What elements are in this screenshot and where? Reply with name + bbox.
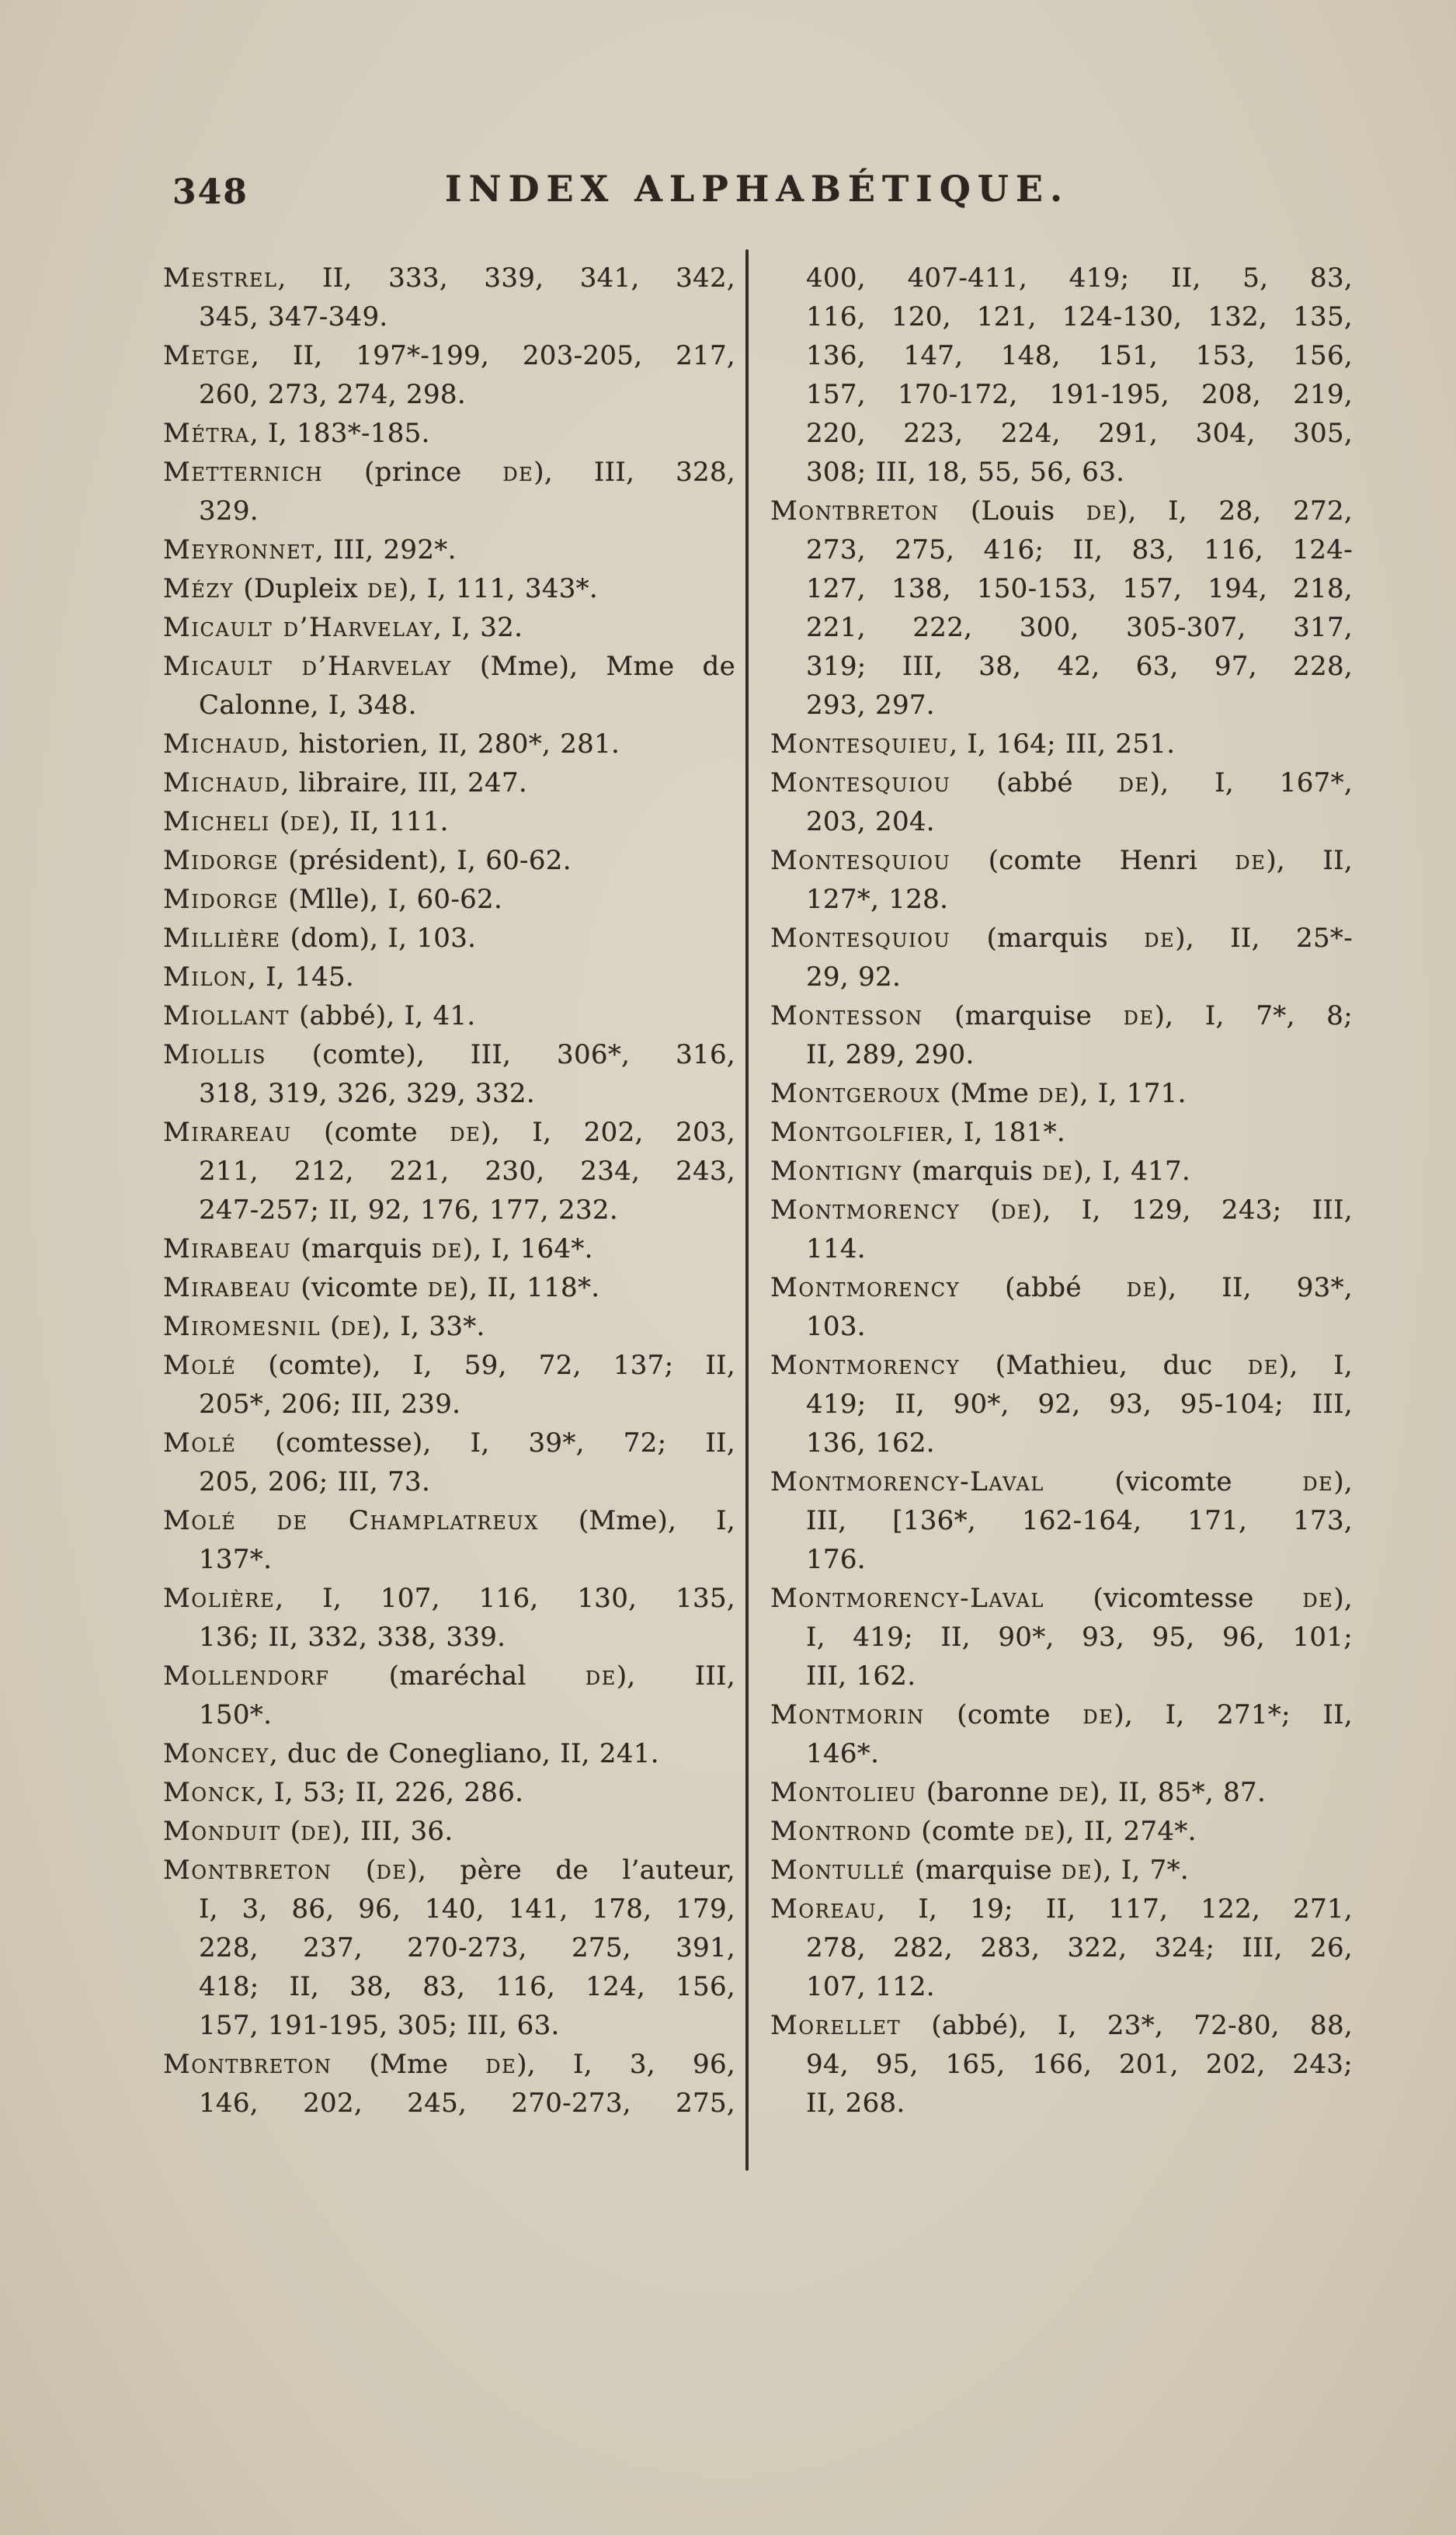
entry-name: Micault d’Harvelay xyxy=(163,651,452,682)
smallcaps-particle: de xyxy=(450,1117,481,1148)
index-entry xyxy=(163,1229,735,1268)
entry-line: Monduit (de), III, 36. xyxy=(163,1816,453,1847)
entry-line: 319; III, 38, 42, 63, 97, 228, xyxy=(806,651,1353,682)
index-entry xyxy=(770,919,1353,996)
index-entry xyxy=(163,1268,735,1307)
entry-name: Molière xyxy=(163,1583,276,1614)
entry-line: Michaud, libraire, III, 247. xyxy=(163,767,528,798)
entry-line: Montbreton (de), père de l’auteur, xyxy=(163,1855,735,1886)
smallcaps-particle: de xyxy=(1235,845,1267,876)
entry-line: Montrond (comte de), II, 274*. xyxy=(770,1816,1197,1847)
entry-line: 308; III, 18, 55, 56, 63. xyxy=(806,457,1125,488)
entry-name: Montbreton xyxy=(770,496,940,527)
entry-name: Montgolfier xyxy=(770,1117,946,1148)
entry-line: Midorge (président), I, 60-62. xyxy=(163,845,572,876)
entry-line: 221, 222, 300, 305-307, 317, xyxy=(806,612,1353,643)
entry-line: Morellet (abbé), I, 23*, 72-80, 88, xyxy=(770,2010,1353,2041)
smallcaps-particle: de xyxy=(1042,1156,1074,1187)
index-entry xyxy=(163,414,735,453)
entry-line: Montigny (marquis de), I, 417. xyxy=(770,1156,1191,1187)
entry-name: Métra xyxy=(163,418,250,449)
entry-name: Miollis xyxy=(163,1039,266,1070)
entry-line: Montmorency (abbé de), II, 93*, xyxy=(770,1272,1353,1303)
index-column-right xyxy=(770,259,1353,2123)
index-entry xyxy=(770,1851,1353,1890)
entry-name: Montesquiou xyxy=(770,845,951,876)
index-entry xyxy=(163,763,735,802)
smallcaps-particle: de xyxy=(1302,1466,1334,1497)
smallcaps-particle: de xyxy=(376,1855,408,1886)
entry-name: Montesquiou xyxy=(770,923,951,954)
index-entry xyxy=(770,1191,1353,1268)
smallcaps-particle: de xyxy=(1144,923,1176,954)
entry-name: Montmorency xyxy=(770,1194,961,1226)
entry-line: 157, 191-195, 305; III, 63. xyxy=(199,2010,560,2041)
entry-line: Montesquiou (abbé de), I, 167*, xyxy=(770,767,1353,798)
entry-name: Montullé xyxy=(770,1855,905,1886)
smallcaps-particle: de xyxy=(431,1233,463,1264)
index-entry xyxy=(163,259,735,336)
entry-line: III, [136*, 162-164, 171, 173, xyxy=(806,1505,1353,1536)
entry-name: Millière xyxy=(163,923,281,954)
entry-name: Midorge xyxy=(163,845,280,876)
entry-line: Montmorency-Laval (vicomte de), xyxy=(770,1466,1353,1497)
entry-line: 293, 297. xyxy=(806,690,935,721)
entry-name: Mirabeau xyxy=(163,1233,292,1264)
index-entry xyxy=(770,1812,1353,1851)
entry-line: 176. xyxy=(806,1544,866,1575)
entry-line: Montgeroux (Mme de), I, 171. xyxy=(770,1078,1187,1109)
entry-name: Montgeroux xyxy=(770,1078,941,1109)
index-entry xyxy=(770,1890,1353,2006)
smallcaps-particle: de xyxy=(1058,1777,1090,1808)
entry-name: Milon xyxy=(163,961,248,993)
entry-line: Montgolfier, I, 181*. xyxy=(770,1117,1065,1148)
entry-line: Moreau, I, 19; II, 117, 122, 271, xyxy=(770,1893,1353,1925)
index-entry xyxy=(163,1113,735,1229)
entry-line: 418; II, 38, 83, 116, 124, 156, xyxy=(199,1971,735,2002)
index-entry xyxy=(770,1268,1353,1346)
index-entry xyxy=(163,453,735,530)
smallcaps-particle: de xyxy=(290,806,321,837)
index-entry xyxy=(770,1113,1353,1152)
entry-line: Mirabeau (marquis de), I, 164*. xyxy=(163,1233,593,1264)
entry-line: 419; II, 90*, 92, 93, 95-104; III, xyxy=(806,1389,1353,1420)
entry-line: Meyronnet, III, 292*. xyxy=(163,534,457,565)
entry-name: Montmorency xyxy=(770,1350,961,1381)
entry-line: Montullé (marquise de), I, 7*. xyxy=(770,1855,1190,1886)
entry-line: Montesquieu, I, 164; III, 251. xyxy=(770,729,1176,760)
index-entry xyxy=(163,530,735,569)
entry-name: Montmorin xyxy=(770,1699,925,1730)
entry-line: 228, 237, 270-273, 275, 391, xyxy=(199,1932,735,1963)
index-entry xyxy=(163,569,735,608)
entry-line: Molière, I, 107, 116, 130, 135, xyxy=(163,1583,735,1614)
entry-name: Monck xyxy=(163,1777,256,1808)
entry-name: Mollendorf xyxy=(163,1660,330,1692)
entry-name: Michaud xyxy=(163,767,281,798)
entry-name: Montigny xyxy=(770,1156,902,1187)
entry-line: 136, 162. xyxy=(806,1427,935,1459)
smallcaps-particle: de xyxy=(1061,1855,1093,1886)
entry-line: II, 268. xyxy=(806,2088,905,2119)
entry-line: Metge, II, 197*-199, 203-205, 217, xyxy=(163,340,735,371)
entry-name: Montesquiou xyxy=(770,767,951,798)
index-entry xyxy=(770,841,1353,919)
entry-line: I, 3, 86, 96, 140, 141, 178, 179, xyxy=(199,1893,735,1925)
entry-line: Miollis (comte), III, 306*, 316, xyxy=(163,1039,735,1070)
entry-line: Montesquiou (marquis de), II, 25*- xyxy=(770,923,1353,954)
index-entry xyxy=(163,958,735,996)
index-entry xyxy=(163,1424,735,1501)
entry-line: Mollendorf (maréchal de), III, xyxy=(163,1660,735,1692)
index-entry xyxy=(770,996,1353,1074)
entry-name: Mirareau xyxy=(163,1117,292,1148)
entry-name: Molé xyxy=(163,1350,237,1381)
index-entry xyxy=(163,880,735,919)
entry-name: Montmorency xyxy=(770,1272,961,1303)
entry-name: Molé de Champlatreux xyxy=(163,1505,539,1536)
index-entry xyxy=(163,336,735,414)
index-entry xyxy=(770,1773,1353,1812)
smallcaps-particle: de xyxy=(1024,1816,1056,1847)
index-entry xyxy=(163,1307,735,1346)
entry-line: II, 289, 290. xyxy=(806,1039,975,1070)
entry-line: 127*, 128. xyxy=(806,884,949,915)
entry-name: Morellet xyxy=(770,2010,902,2041)
entry-line: 220, 223, 224, 291, 304, 305, xyxy=(806,418,1353,449)
entry-name: Mézy xyxy=(163,573,235,604)
entry-name: Midorge xyxy=(163,884,280,915)
entry-line: 146, 202, 245, 270-273, 275, xyxy=(199,2088,735,2119)
index-entry xyxy=(163,1346,735,1424)
entry-name: Meyronnet xyxy=(163,534,315,565)
index-entry xyxy=(163,1035,735,1113)
entry-line: 247-257; II, 92, 176, 177, 232. xyxy=(199,1194,618,1226)
smallcaps-particle: de xyxy=(1118,767,1150,798)
index-entry xyxy=(770,1074,1353,1113)
entry-line: Mirareau (comte de), I, 202, 203, xyxy=(163,1117,736,1148)
index-entry xyxy=(163,1501,735,1579)
index-entry xyxy=(770,492,1353,725)
entry-name: Metternich xyxy=(163,457,324,488)
entry-name: Molé xyxy=(163,1427,237,1459)
column-divider-rule xyxy=(745,249,749,2171)
entry-line: Micheli (de), II, 111. xyxy=(163,806,449,837)
entry-name: Montmorency-Laval xyxy=(770,1466,1044,1497)
page-title: INDEX ALPHABÉTIQUE. xyxy=(445,168,1069,210)
entry-name: Montolieu xyxy=(770,1777,917,1808)
entry-line: 273, 275, 416; II, 83, 116, 124- xyxy=(806,534,1353,565)
smallcaps-particle: de xyxy=(1247,1350,1279,1381)
smallcaps-particle: de xyxy=(585,1660,617,1692)
entry-line: I, 419; II, 90*, 93, 95, 96, 101; xyxy=(806,1622,1353,1653)
index-entry xyxy=(770,725,1353,763)
smallcaps-particle: de xyxy=(1302,1583,1334,1614)
entry-line: 318, 319, 326, 329, 332. xyxy=(199,1078,535,1109)
index-entry xyxy=(163,647,735,725)
index-entry xyxy=(163,1773,735,1812)
index-entry xyxy=(163,996,735,1035)
entry-line: Miollant (abbé), I, 41. xyxy=(163,1000,476,1031)
entry-line: Millière (dom), I, 103. xyxy=(163,923,477,954)
smallcaps-particle: de xyxy=(1000,1194,1032,1226)
smallcaps-particle: de xyxy=(1123,1000,1155,1031)
entry-line: 94, 95, 165, 166, 201, 202, 243; xyxy=(806,2049,1353,2080)
entry-line: 400, 407-411, 419; II, 5, 83, xyxy=(806,263,1353,294)
entry-line: Micault d’Harvelay (Mme), Mme de xyxy=(163,651,735,682)
index-entry xyxy=(770,1152,1353,1191)
index-entry xyxy=(163,608,735,647)
entry-line: 205, 206; III, 73. xyxy=(199,1466,431,1497)
index-entry xyxy=(770,763,1353,841)
entry-name: Michaud xyxy=(163,729,281,760)
index-entry xyxy=(163,1734,735,1773)
smallcaps-particle: de xyxy=(1038,1078,1070,1109)
entry-line: 116, 120, 121, 124-130, 132, 135, xyxy=(806,301,1353,332)
entry-line: Montesson (marquise de), I, 7*, 8; xyxy=(770,1000,1353,1031)
entry-line: Montmorency-Laval (vicomtesse de), xyxy=(770,1583,1353,1614)
entry-line: Montmorency (de), I, 129, 243; III, xyxy=(770,1194,1353,1226)
entry-line: Metternich (prince de), III, 328, xyxy=(163,457,735,488)
page-number: 348 xyxy=(172,172,248,212)
entry-line: 278, 282, 283, 322, 324; III, 26, xyxy=(806,1932,1353,1963)
index-entry xyxy=(163,1812,735,1851)
entry-line: Montesquiou (comte Henri de), II, xyxy=(770,845,1353,876)
index-entry xyxy=(770,2006,1353,2123)
entry-line: Moncey, duc de Conegliano, II, 241. xyxy=(163,1738,659,1769)
entry-name: Montesson xyxy=(770,1000,923,1031)
entry-name: Metge xyxy=(163,340,252,371)
entry-line: Montbreton (Mme de), I, 3, 96, xyxy=(163,2049,735,2080)
entry-line: Molé (comte), I, 59, 72, 137; II, xyxy=(163,1350,735,1381)
entry-name: Moreau xyxy=(770,1893,877,1925)
index-entry xyxy=(163,1657,735,1734)
entry-line: 329. xyxy=(199,496,259,527)
index-entry xyxy=(163,802,735,841)
entry-line: III, 162. xyxy=(806,1660,916,1692)
index-entry xyxy=(163,841,735,880)
index-entry xyxy=(163,919,735,958)
entry-name: Miollant xyxy=(163,1000,290,1031)
smallcaps-particle: de xyxy=(502,457,534,488)
entry-line: 29, 92. xyxy=(806,961,902,993)
entry-name: Montrond xyxy=(770,1816,912,1847)
entry-name: Montesquieu xyxy=(770,729,950,760)
index-entry xyxy=(770,1346,1353,1462)
index-column-left xyxy=(163,259,735,2123)
entry-line: Montmorency (Mathieu, duc de), I, xyxy=(770,1350,1353,1381)
index-entry xyxy=(163,2045,735,2123)
entry-line: 146*. xyxy=(806,1738,880,1769)
entry-line: Michaud, historien, II, 280*, 281. xyxy=(163,729,620,760)
entry-name: Miromesnil xyxy=(163,1311,321,1342)
entry-name: Mestrel xyxy=(163,263,278,294)
entry-line: 107, 112. xyxy=(806,1971,935,2002)
entry-line: 203, 204. xyxy=(806,806,935,837)
index-entry xyxy=(770,1695,1353,1773)
entry-line: 260, 273, 274, 298. xyxy=(199,379,466,410)
entry-name: Moncey xyxy=(163,1738,269,1769)
smallcaps-particle: de xyxy=(1082,1699,1114,1730)
entry-line: 114. xyxy=(806,1233,866,1264)
entry-line: Calonne, I, 348. xyxy=(199,690,417,721)
entry-name: Montmorency-Laval xyxy=(770,1583,1044,1614)
entry-line: Métra, I, 183*-185. xyxy=(163,418,430,449)
entry-line: 136, 147, 148, 151, 153, 156, xyxy=(806,340,1353,371)
index-entry xyxy=(770,1579,1353,1695)
entry-line: 345, 347-349. xyxy=(199,301,388,332)
entry-name: Mirabeau xyxy=(163,1272,292,1303)
entry-line: Mirabeau (vicomte de), II, 118*. xyxy=(163,1272,600,1303)
index-entry xyxy=(770,259,1353,492)
index-entry xyxy=(770,1462,1353,1579)
entry-name: Montbreton xyxy=(163,1855,332,1886)
entry-name: Micault d’Harvelay xyxy=(163,612,434,643)
entry-line: 137*. xyxy=(199,1544,273,1575)
smallcaps-particle: de xyxy=(301,1816,332,1847)
entry-line: Micault d’Harvelay, I, 32. xyxy=(163,612,523,643)
entry-line: 127, 138, 150-153, 157, 194, 218, xyxy=(806,573,1353,604)
entry-line: 150*. xyxy=(199,1699,273,1730)
entry-line: Molé de Champlatreux (Mme), I, xyxy=(163,1505,735,1536)
entry-line: Midorge (Mlle), I, 60-62. xyxy=(163,884,503,915)
entry-line: Molé (comtesse), I, 39*, 72; II, xyxy=(163,1427,735,1459)
smallcaps-particle: de xyxy=(427,1272,459,1303)
index-entry xyxy=(163,725,735,763)
smallcaps-particle: de xyxy=(1086,496,1117,527)
entry-line: Mestrel, II, 333, 339, 341, 342, xyxy=(163,263,735,294)
smallcaps-particle: de xyxy=(485,2049,517,2080)
entry-line: Montbreton (Louis de), I, 28, 272, xyxy=(770,496,1353,527)
smallcaps-particle: de xyxy=(367,573,399,604)
index-entry xyxy=(163,1851,735,2045)
entry-line: 211, 212, 221, 230, 234, 243, xyxy=(199,1156,735,1187)
entry-line: Milon, I, 145. xyxy=(163,961,354,993)
entry-name: Monduit xyxy=(163,1816,281,1847)
entry-line: 157, 170-172, 191-195, 208, 219, xyxy=(806,379,1353,410)
entry-line: Mézy (Dupleix de), I, 111, 343*. xyxy=(163,573,599,604)
entry-line: 103. xyxy=(806,1311,866,1342)
index-entry xyxy=(163,1579,735,1657)
entry-name: Montbreton xyxy=(163,2049,332,2080)
entry-line: 205*, 206; III, 239. xyxy=(199,1389,461,1420)
smallcaps-particle: de xyxy=(340,1311,372,1342)
entry-line: 136; II, 332, 338, 339. xyxy=(199,1622,506,1653)
entry-name: Micheli xyxy=(163,806,270,837)
entry-line: Miromesnil (de), I, 33*. xyxy=(163,1311,485,1342)
entry-line: Montolieu (baronne de), II, 85*, 87. xyxy=(770,1777,1267,1808)
smallcaps-particle: de xyxy=(1126,1272,1158,1303)
entry-line: Montmorin (comte de), I, 271*; II, xyxy=(770,1699,1353,1730)
entry-line: Monck, I, 53; II, 226, 286. xyxy=(163,1777,524,1808)
